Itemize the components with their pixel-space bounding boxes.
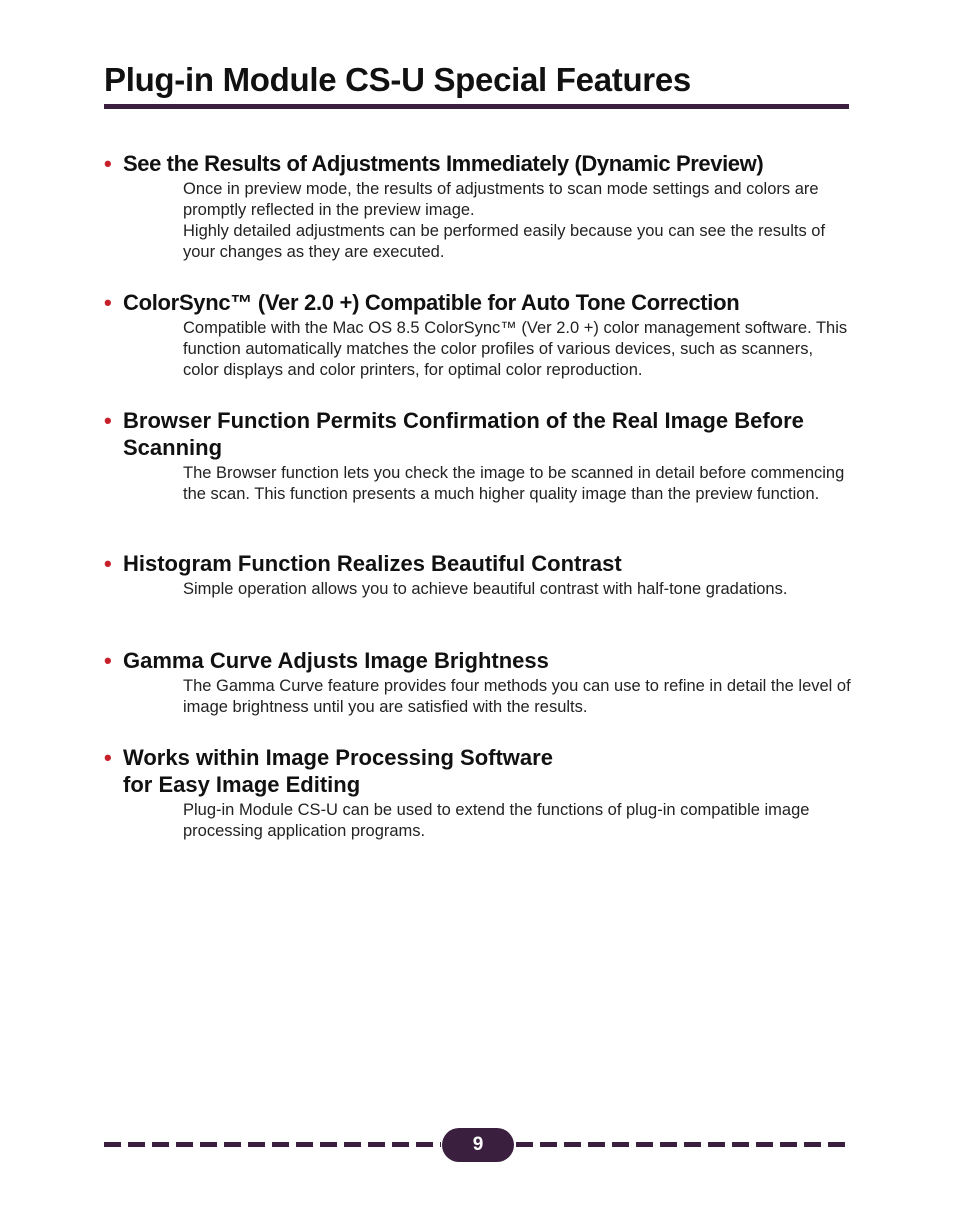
section-body <box>183 579 853 600</box>
section-heading <box>104 744 854 798</box>
body-paragraph: The Gamma Curve feature provides four methods you can use to refine in detail the level of image brightness until you are satisfied with the results. <box>183 677 851 716</box>
bullet-icon: • <box>104 648 112 673</box>
section-heading-text: See the Results of Adjustments Immediately (Dynamic Preview) <box>123 151 764 176</box>
body-paragraph: The Browser function lets you check the image to be scanned in detail before commencing the scan. This function presents a much higher quality image than the preview function. <box>183 464 845 503</box>
feature-section-browser <box>104 407 854 505</box>
bullet-icon: • <box>104 151 112 176</box>
page-footer <box>104 1128 849 1162</box>
section-heading-line: Works within Image Processing Software <box>123 745 553 770</box>
body-paragraph: Once in preview mode, the results of adjustments to scan mode settings and colors are promptly reflected in the preview image. <box>183 180 819 219</box>
page-title: Plug-in Module CS-U Special Features <box>104 61 691 98</box>
bullet-icon: • <box>104 551 112 576</box>
section-heading <box>104 550 854 577</box>
body-paragraph: Plug-in Module CS-U can be used to extend the functions of plug-in compatible image processing application programs. <box>183 801 810 840</box>
section-heading-text: Histogram Function Realizes Beautiful Contrast <box>123 551 622 576</box>
feature-section-image-processing <box>104 744 854 842</box>
section-heading-text: ColorSync™ (Ver 2.0 +) Compatible for Auto Tone Correction <box>123 290 740 315</box>
body-paragraph: Highly detailed adjustments can be performed easily because you can see the results of your changes as they are executed. <box>183 222 826 261</box>
section-heading <box>104 150 854 177</box>
section-heading-text: Gamma Curve Adjusts Image Brightness <box>123 648 549 673</box>
section-heading <box>104 647 854 674</box>
section-heading-text: Browser Function Permits Confirmation of the Real Image Before Scanning <box>123 408 804 460</box>
bullet-icon: • <box>104 408 112 433</box>
page-number: 9 <box>442 1128 514 1162</box>
section-heading <box>104 289 854 316</box>
feature-section-gamma-curve <box>104 647 854 718</box>
body-paragraph: Simple operation allows you to achieve beautiful contrast with half-tone gradations. <box>183 580 788 598</box>
section-body <box>183 318 853 381</box>
footer-dash-rule-right <box>516 1142 849 1147</box>
section-heading <box>104 407 858 461</box>
section-body <box>183 463 853 505</box>
section-body <box>183 676 853 718</box>
footer-dash-rule-left <box>104 1142 441 1147</box>
section-body <box>183 800 853 842</box>
feature-section-colorsync <box>104 289 854 381</box>
section-body <box>183 179 853 263</box>
body-paragraph: Compatible with the Mac OS 8.5 ColorSync™ (Ver 2.0 +) color management software. This function automatically matches the color profiles of various devices, such as scanners, color displays and color printers, for optimal color reproduction. <box>183 319 848 379</box>
feature-section-dynamic-preview <box>104 150 854 263</box>
bullet-icon: • <box>104 745 112 770</box>
feature-section-histogram <box>104 550 854 600</box>
section-heading-line: for Easy Image Editing <box>123 772 361 797</box>
bullet-icon: • <box>104 290 112 315</box>
title-rule <box>104 104 849 109</box>
